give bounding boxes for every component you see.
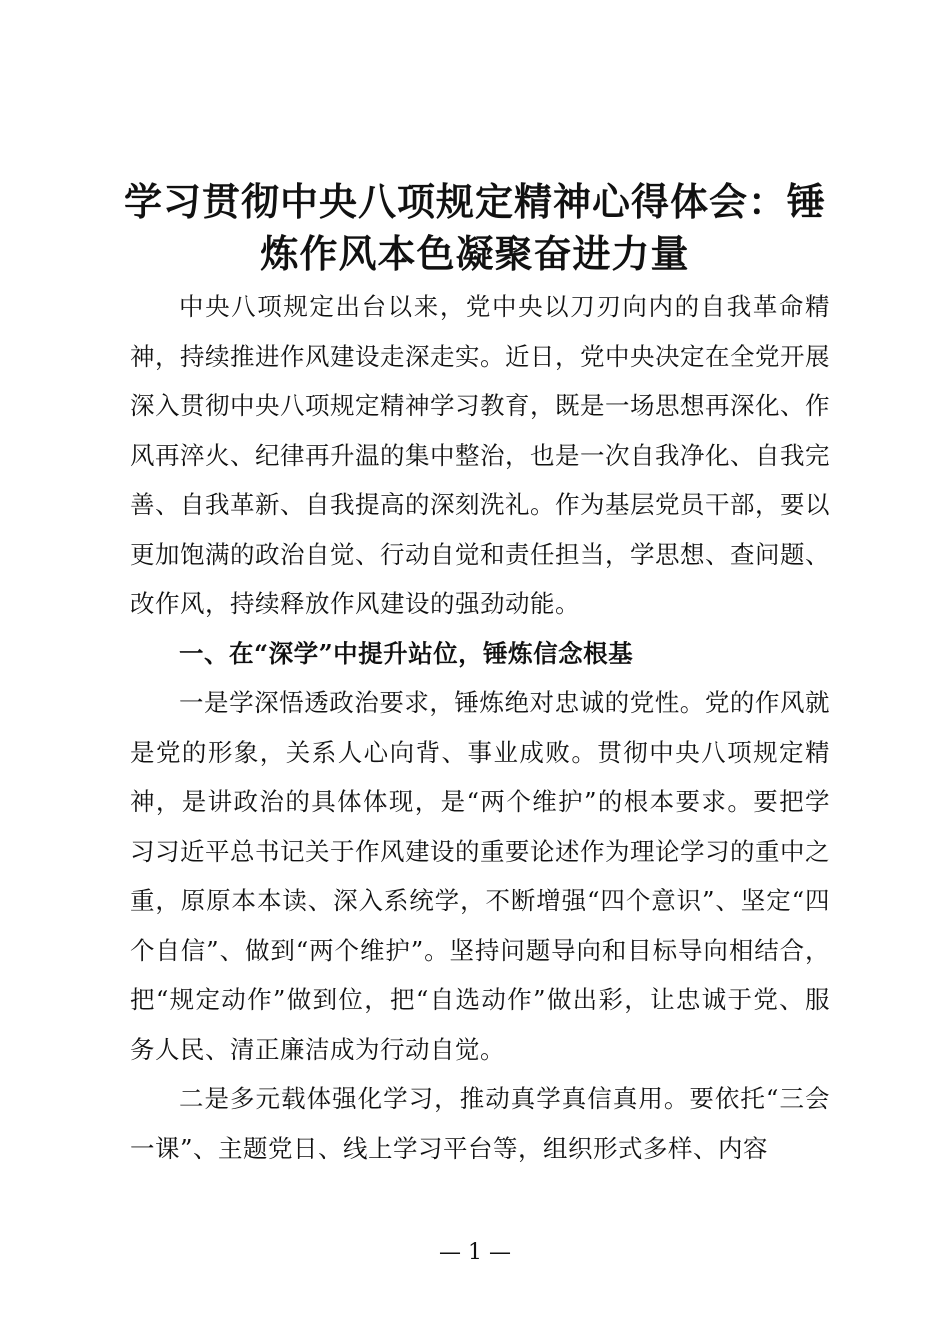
document-body: [130, 282, 830, 1173]
document-title: 学习贯彻中央八项规定精神心得体会：锤炼作风本色凝聚奋进力量: [123, 179, 826, 276]
paragraph-intro: 中央八项规定出台以来，党中央以刀刃向内的自我革命精神，持续推进作风建设走深走实。近日，党中央决定在全党开展深入贯彻中央八项规定精神学习教育，既是一场思想再深化、作风再淬火、纪律再升温的集中整治，也是一次自我净化、自我完善、自我革新、自我提高的深刻洗礼。作为基层党员干部，要以更加饱满的政治自觉、行动自觉和责任担当，学思想、查问题、改作风，持续释放作风建设的强劲动能。: [130, 292, 830, 618]
page-number: — 1 —: [439, 1240, 511, 1265]
section-heading: 一、在“深学”中提升站位，锤炼信念根基: [179, 638, 634, 668]
paragraph-point-one: 一是学深悟透政治要求，锤炼绝对忠诚的党性。党的作风就是党的形象，关系人心向背、事业成败。贯彻中央八项规定精神，是讲政治的具体体现，是“两个维护”的根本要求。要把学习习近平总书记关于作风建设的重要论述作为理论学习的重中之重，原原本本读、深入系统学，不断增强“四个意识”、坚定“四个自信”、做到“两个维护”。坚持问题导向和目标导向相结合，把“规定动作”做到位，把“自选动作”做出彩，让忠诚于党、服务人民、清正廉洁成为行动自觉。: [130, 688, 830, 1064]
paragraph-point-two: 二是多元载体强化学习，推动真学真信真用。要依托“三会一课”、主题党日、线上学习平台等，组织形式多样、内容: [130, 1084, 830, 1163]
